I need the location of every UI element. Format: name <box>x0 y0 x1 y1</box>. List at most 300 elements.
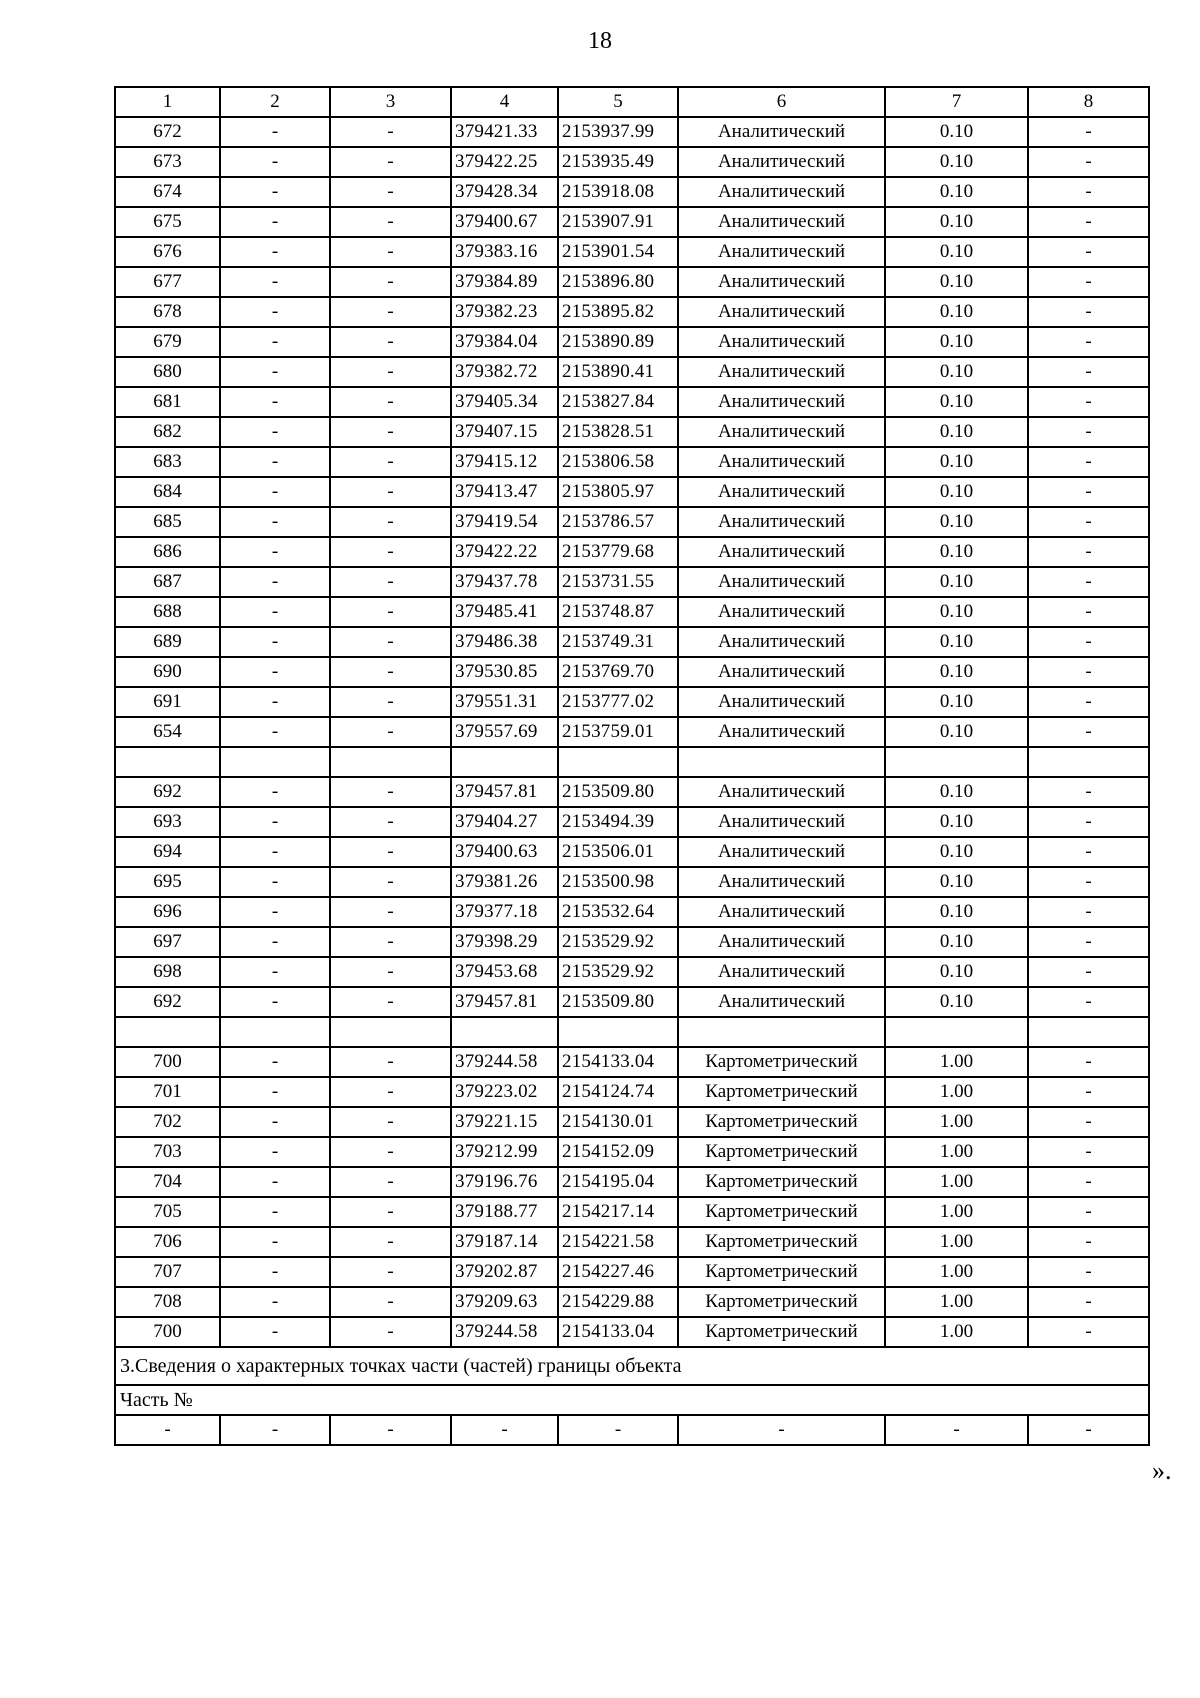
cell-method: Аналитический <box>678 207 885 237</box>
table-row <box>115 687 1149 717</box>
cell-col-3: - <box>330 567 451 597</box>
cell-col-2: - <box>220 597 330 627</box>
table-cell: - <box>330 1415 451 1445</box>
table-row <box>115 717 1149 747</box>
cell-coord-y: 2153506.01 <box>558 837 678 867</box>
cell-accuracy: 0.10 <box>885 447 1028 477</box>
cell-col-8: - <box>1028 837 1149 867</box>
cell-col-2: - <box>220 147 330 177</box>
cell-col-8: - <box>1028 237 1149 267</box>
column-header: 3 <box>330 87 451 117</box>
cell-method: Аналитический <box>678 147 885 177</box>
cell-coord-x: 379530.85 <box>451 657 558 687</box>
cell-accuracy: 1.00 <box>885 1137 1028 1167</box>
cell-coord-x: 379212.99 <box>451 1137 558 1167</box>
cell-col-2: - <box>220 777 330 807</box>
cell-coord-y: 2153529.92 <box>558 957 678 987</box>
cell-col-2: - <box>220 567 330 597</box>
cell-point-number: 678 <box>115 297 220 327</box>
cell-coord-y: 2154152.09 <box>558 1137 678 1167</box>
cell-point-number: 674 <box>115 177 220 207</box>
cell-coord-y: 2154130.01 <box>558 1107 678 1137</box>
cell-point-number: 681 <box>115 387 220 417</box>
cell-coord-x: 379383.16 <box>451 237 558 267</box>
cell-col-2: - <box>220 477 330 507</box>
cell-col-3: - <box>330 327 451 357</box>
cell-col-3: - <box>330 477 451 507</box>
cell-point-number: 679 <box>115 327 220 357</box>
cell-col-3: - <box>330 627 451 657</box>
cell-col-3: - <box>330 927 451 957</box>
cell-coord-x: 379413.47 <box>451 477 558 507</box>
cell-point-number: 693 <box>115 807 220 837</box>
cell-col-2: - <box>220 1077 330 1107</box>
table-row <box>115 507 1149 537</box>
table-cell: - <box>678 1415 885 1445</box>
cell-col-8: - <box>1028 417 1149 447</box>
cell-coord-x <box>451 1017 558 1047</box>
cell-accuracy: 1.00 <box>885 1227 1028 1257</box>
cell-col-2: - <box>220 1107 330 1137</box>
cell-point-number: 654 <box>115 717 220 747</box>
cell-coord-x: 379209.63 <box>451 1287 558 1317</box>
cell-coord-x: 379400.67 <box>451 207 558 237</box>
cell-accuracy: 0.10 <box>885 777 1028 807</box>
table-row <box>115 657 1149 687</box>
cell-col-3: - <box>330 957 451 987</box>
cell-coord-y: 2153532.64 <box>558 897 678 927</box>
cell-coord-x: 379202.87 <box>451 1257 558 1287</box>
cell-method: Аналитический <box>678 447 885 477</box>
cell-point-number: 707 <box>115 1257 220 1287</box>
cell-col-3: - <box>330 357 451 387</box>
cell-col-3: - <box>330 267 451 297</box>
cell-col-8: - <box>1028 657 1149 687</box>
cell-col-8: - <box>1028 1317 1149 1347</box>
cell-coord-x: 379400.63 <box>451 837 558 867</box>
header-row <box>115 87 1149 117</box>
cell-point-number: 685 <box>115 507 220 537</box>
column-header: 5 <box>558 87 678 117</box>
cell-col-2: - <box>220 657 330 687</box>
cell-accuracy <box>885 747 1028 777</box>
cell-coord-y: 2153779.68 <box>558 537 678 567</box>
cell-coord-y: 2154124.74 <box>558 1077 678 1107</box>
cell-col-8: - <box>1028 297 1149 327</box>
cell-col-8: - <box>1028 537 1149 567</box>
cell-accuracy: 1.00 <box>885 1107 1028 1137</box>
cell-coord-y: 2153786.57 <box>558 507 678 537</box>
table-row <box>115 327 1149 357</box>
cell-col-2: - <box>220 927 330 957</box>
cell-accuracy: 0.10 <box>885 507 1028 537</box>
cell-col-8: - <box>1028 987 1149 1017</box>
cell-accuracy: 0.10 <box>885 147 1028 177</box>
cell-point-number: 692 <box>115 987 220 1017</box>
table-row <box>115 357 1149 387</box>
cell-method: Аналитический <box>678 327 885 357</box>
cell-point-number: 698 <box>115 957 220 987</box>
cell-col-2: - <box>220 537 330 567</box>
section-heading: 3.Сведения о характерных точках части (частей) границы объекта <box>115 1347 1149 1385</box>
table-cell: - <box>220 1415 330 1445</box>
cell-col-8: - <box>1028 147 1149 177</box>
cell-col-8: - <box>1028 1107 1149 1137</box>
cell-coord-y: 2153509.80 <box>558 777 678 807</box>
cell-method: Аналитический <box>678 627 885 657</box>
cell-coord-x: 379381.26 <box>451 867 558 897</box>
cell-point-number: 700 <box>115 1317 220 1347</box>
cell-accuracy: 1.00 <box>885 1287 1028 1317</box>
cell-point-number: 677 <box>115 267 220 297</box>
cell-method: Аналитический <box>678 237 885 267</box>
cell-col-2: - <box>220 687 330 717</box>
cell-point-number: 691 <box>115 687 220 717</box>
cell-coord-y: 2154217.14 <box>558 1197 678 1227</box>
cell-col-8: - <box>1028 507 1149 537</box>
table-row <box>115 597 1149 627</box>
table-row <box>115 957 1149 987</box>
cell-method: Картометрический <box>678 1077 885 1107</box>
table-row <box>115 537 1149 567</box>
cell-coord-y <box>558 1017 678 1047</box>
cell-col-3: - <box>330 1047 451 1077</box>
cell-col-3: - <box>330 1167 451 1197</box>
cell-point-number: 688 <box>115 597 220 627</box>
cell-col-3: - <box>330 1257 451 1287</box>
cell-point-number: 680 <box>115 357 220 387</box>
cell-col-2: - <box>220 897 330 927</box>
cell-col-3: - <box>330 1227 451 1257</box>
cell-coord-y: 2153805.97 <box>558 477 678 507</box>
cell-point-number: 697 <box>115 927 220 957</box>
cell-col-8: - <box>1028 627 1149 657</box>
cell-accuracy: 0.10 <box>885 687 1028 717</box>
cell-col-3: - <box>330 147 451 177</box>
cell-method: Картометрический <box>678 1107 885 1137</box>
cell-coord-x: 379384.89 <box>451 267 558 297</box>
cell-col-8: - <box>1028 1047 1149 1077</box>
table-row <box>115 747 1149 777</box>
cell-col-3: - <box>330 1137 451 1167</box>
cell-method <box>678 747 885 777</box>
cell-coord-y: 2153827.84 <box>558 387 678 417</box>
table-row <box>115 1287 1149 1317</box>
column-header: 6 <box>678 87 885 117</box>
cell-accuracy: 1.00 <box>885 1077 1028 1107</box>
cell-col-3: - <box>330 657 451 687</box>
table-row <box>115 207 1149 237</box>
table-row <box>115 567 1149 597</box>
cell-method: Аналитический <box>678 567 885 597</box>
table-row <box>115 1077 1149 1107</box>
cell-accuracy: 0.10 <box>885 837 1028 867</box>
cell-accuracy: 0.10 <box>885 267 1028 297</box>
cell-col-3: - <box>330 1197 451 1227</box>
cell-accuracy: 0.10 <box>885 807 1028 837</box>
cell-col-3: - <box>330 387 451 417</box>
cell-method: Картометрический <box>678 1137 885 1167</box>
table-row <box>115 897 1149 927</box>
cell-coord-y: 2153529.92 <box>558 927 678 957</box>
cell-col-8 <box>1028 747 1149 777</box>
cell-col-8: - <box>1028 1077 1149 1107</box>
table-row <box>115 837 1149 867</box>
cell-point-number <box>115 1017 220 1047</box>
cell-col-3: - <box>330 1107 451 1137</box>
table-row <box>115 417 1149 447</box>
cell-col-8: - <box>1028 387 1149 417</box>
cell-col-8: - <box>1028 207 1149 237</box>
cell-col-3: - <box>330 447 451 477</box>
cell-col-3: - <box>330 537 451 567</box>
cell-coord-y: 2153907.91 <box>558 207 678 237</box>
cell-coord-y: 2153748.87 <box>558 597 678 627</box>
cell-accuracy: 0.10 <box>885 327 1028 357</box>
cell-method: Аналитический <box>678 867 885 897</box>
table-row <box>115 807 1149 837</box>
table-row <box>115 1137 1149 1167</box>
cell-point-number: 690 <box>115 657 220 687</box>
cell-coord-x: 379244.58 <box>451 1047 558 1077</box>
cell-point-number: 695 <box>115 867 220 897</box>
cell-coord-x: 379377.18 <box>451 897 558 927</box>
cell-method: Аналитический <box>678 687 885 717</box>
cell-col-2: - <box>220 1167 330 1197</box>
cell-col-8 <box>1028 1017 1149 1047</box>
cell-coord-x: 379421.33 <box>451 117 558 147</box>
cell-method: Аналитический <box>678 957 885 987</box>
cell-col-2: - <box>220 297 330 327</box>
cell-coord-y: 2153901.54 <box>558 237 678 267</box>
cell-method: Аналитический <box>678 177 885 207</box>
cell-method: Аналитический <box>678 837 885 867</box>
cell-col-2: - <box>220 1197 330 1227</box>
cell-col-3 <box>330 747 451 777</box>
cell-col-2 <box>220 1017 330 1047</box>
table-cell: - <box>558 1415 678 1445</box>
cell-point-number: 704 <box>115 1167 220 1197</box>
cell-col-8: - <box>1028 1167 1149 1197</box>
cell-method: Аналитический <box>678 597 885 627</box>
cell-col-2: - <box>220 627 330 657</box>
cell-col-2: - <box>220 957 330 987</box>
table-row <box>115 867 1149 897</box>
cell-coord-y: 2153731.55 <box>558 567 678 597</box>
cell-method: Картометрический <box>678 1317 885 1347</box>
table-row <box>115 477 1149 507</box>
table-row <box>115 1257 1149 1287</box>
cell-accuracy: 0.10 <box>885 567 1028 597</box>
cell-coord-y: 2153806.58 <box>558 447 678 477</box>
cell-col-3: - <box>330 597 451 627</box>
cell-coord-x: 379398.29 <box>451 927 558 957</box>
cell-coord-x: 379188.77 <box>451 1197 558 1227</box>
cell-col-8: - <box>1028 1257 1149 1287</box>
cell-method: Картометрический <box>678 1227 885 1257</box>
cell-coord-x: 379221.15 <box>451 1107 558 1137</box>
cell-method: Картометрический <box>678 1167 885 1197</box>
cell-col-8: - <box>1028 477 1149 507</box>
cell-coord-y: 2153759.01 <box>558 717 678 747</box>
cell-accuracy: 1.00 <box>885 1317 1028 1347</box>
cell-col-2: - <box>220 1287 330 1317</box>
cell-method <box>678 1017 885 1047</box>
table-cell: - <box>115 1415 220 1445</box>
cell-point-number: 700 <box>115 1047 220 1077</box>
table-row <box>115 1047 1149 1077</box>
cell-point-number: 673 <box>115 147 220 177</box>
cell-coord-y: 2154229.88 <box>558 1287 678 1317</box>
cell-method: Аналитический <box>678 777 885 807</box>
table-row <box>115 237 1149 267</box>
table-row <box>115 387 1149 417</box>
table-row <box>115 1227 1149 1257</box>
part-number-label: Часть № <box>115 1385 1149 1415</box>
cell-point-number <box>115 747 220 777</box>
table-row <box>115 147 1149 177</box>
cell-col-8: - <box>1028 717 1149 747</box>
cell-col-8: - <box>1028 957 1149 987</box>
cell-col-8: - <box>1028 567 1149 597</box>
cell-col-3: - <box>330 717 451 747</box>
table-cell: - <box>1028 1415 1149 1445</box>
cell-accuracy: 0.10 <box>885 537 1028 567</box>
cell-coord-y: 2153494.39 <box>558 807 678 837</box>
cell-col-3: - <box>330 507 451 537</box>
cell-col-3: - <box>330 207 451 237</box>
cell-col-3: - <box>330 297 451 327</box>
table-row <box>115 117 1149 147</box>
cell-point-number: 686 <box>115 537 220 567</box>
cell-point-number: 687 <box>115 567 220 597</box>
cell-col-8: - <box>1028 1197 1149 1227</box>
cell-coord-x: 379407.15 <box>451 417 558 447</box>
cell-col-2: - <box>220 117 330 147</box>
cell-point-number: 708 <box>115 1287 220 1317</box>
cell-col-3: - <box>330 987 451 1017</box>
table-row <box>115 987 1149 1017</box>
cell-col-8: - <box>1028 927 1149 957</box>
cell-accuracy <box>885 1017 1028 1047</box>
cell-coord-y: 2153509.80 <box>558 987 678 1017</box>
cell-method: Аналитический <box>678 897 885 927</box>
cell-coord-y: 2153918.08 <box>558 177 678 207</box>
cell-col-3: - <box>330 897 451 927</box>
cell-point-number: 676 <box>115 237 220 267</box>
cell-method: Картометрический <box>678 1047 885 1077</box>
cell-point-number: 692 <box>115 777 220 807</box>
cell-method: Аналитический <box>678 537 885 567</box>
cell-coord-y: 2153895.82 <box>558 297 678 327</box>
cell-accuracy: 0.10 <box>885 177 1028 207</box>
cell-method: Аналитический <box>678 387 885 417</box>
cell-coord-y: 2153935.49 <box>558 147 678 177</box>
cell-accuracy: 0.10 <box>885 357 1028 387</box>
cell-point-number: 694 <box>115 837 220 867</box>
cell-coord-x: 379422.25 <box>451 147 558 177</box>
cell-col-2: - <box>220 1227 330 1257</box>
cell-col-8: - <box>1028 1227 1149 1257</box>
cell-point-number: 701 <box>115 1077 220 1107</box>
table-body <box>115 117 1149 1347</box>
cell-col-2: - <box>220 267 330 297</box>
cell-col-2: - <box>220 357 330 387</box>
cell-col-8: - <box>1028 687 1149 717</box>
cell-coord-y <box>558 747 678 777</box>
cell-coord-x: 379223.02 <box>451 1077 558 1107</box>
cell-point-number: 689 <box>115 627 220 657</box>
cell-coord-x: 379485.41 <box>451 597 558 627</box>
cell-col-3: - <box>330 177 451 207</box>
table-row <box>115 297 1149 327</box>
cell-col-3: - <box>330 417 451 447</box>
table-row <box>115 1107 1149 1137</box>
cell-accuracy: 0.10 <box>885 867 1028 897</box>
cell-col-2: - <box>220 867 330 897</box>
cell-accuracy: 0.10 <box>885 897 1028 927</box>
cell-accuracy: 0.10 <box>885 237 1028 267</box>
cell-accuracy: 0.10 <box>885 387 1028 417</box>
cell-col-8: - <box>1028 867 1149 897</box>
cell-method: Аналитический <box>678 357 885 387</box>
cell-coord-y: 2153896.80 <box>558 267 678 297</box>
cell-coord-x: 379244.58 <box>451 1317 558 1347</box>
cell-method: Аналитический <box>678 417 885 447</box>
cell-point-number: 682 <box>115 417 220 447</box>
cell-coord-x: 379187.14 <box>451 1227 558 1257</box>
cell-coord-x: 379196.76 <box>451 1167 558 1197</box>
section-heading-row <box>115 1347 1149 1385</box>
cell-coord-y: 2154195.04 <box>558 1167 678 1197</box>
cell-accuracy: 0.10 <box>885 297 1028 327</box>
cell-col-3: - <box>330 1287 451 1317</box>
cell-accuracy: 0.10 <box>885 957 1028 987</box>
cell-accuracy: 0.10 <box>885 717 1028 747</box>
cell-col-8: - <box>1028 807 1149 837</box>
cell-coord-x: 379457.81 <box>451 777 558 807</box>
cell-col-2: - <box>220 237 330 267</box>
cell-coord-y: 2153937.99 <box>558 117 678 147</box>
cell-point-number: 696 <box>115 897 220 927</box>
cell-col-8: - <box>1028 897 1149 927</box>
cell-col-8: - <box>1028 117 1149 147</box>
cell-coord-y: 2154227.46 <box>558 1257 678 1287</box>
cell-col-2: - <box>220 1317 330 1347</box>
cell-col-2: - <box>220 447 330 477</box>
cell-accuracy: 0.10 <box>885 987 1028 1017</box>
table-row <box>115 627 1149 657</box>
cell-accuracy: 0.10 <box>885 597 1028 627</box>
cell-col-3: - <box>330 837 451 867</box>
table-row <box>115 1317 1149 1347</box>
column-header: 7 <box>885 87 1028 117</box>
cell-col-8: - <box>1028 327 1149 357</box>
cell-accuracy: 1.00 <box>885 1167 1028 1197</box>
cell-method: Аналитический <box>678 507 885 537</box>
cell-coord-x: 379382.23 <box>451 297 558 327</box>
cell-accuracy: 0.10 <box>885 117 1028 147</box>
cell-col-2: - <box>220 387 330 417</box>
cell-coord-x: 379422.22 <box>451 537 558 567</box>
cell-accuracy: 0.10 <box>885 207 1028 237</box>
cell-col-8: - <box>1028 357 1149 387</box>
cell-coord-x: 379428.34 <box>451 177 558 207</box>
cell-accuracy: 0.10 <box>885 627 1028 657</box>
cell-col-2: - <box>220 417 330 447</box>
cell-point-number: 683 <box>115 447 220 477</box>
cell-coord-y: 2153890.41 <box>558 357 678 387</box>
